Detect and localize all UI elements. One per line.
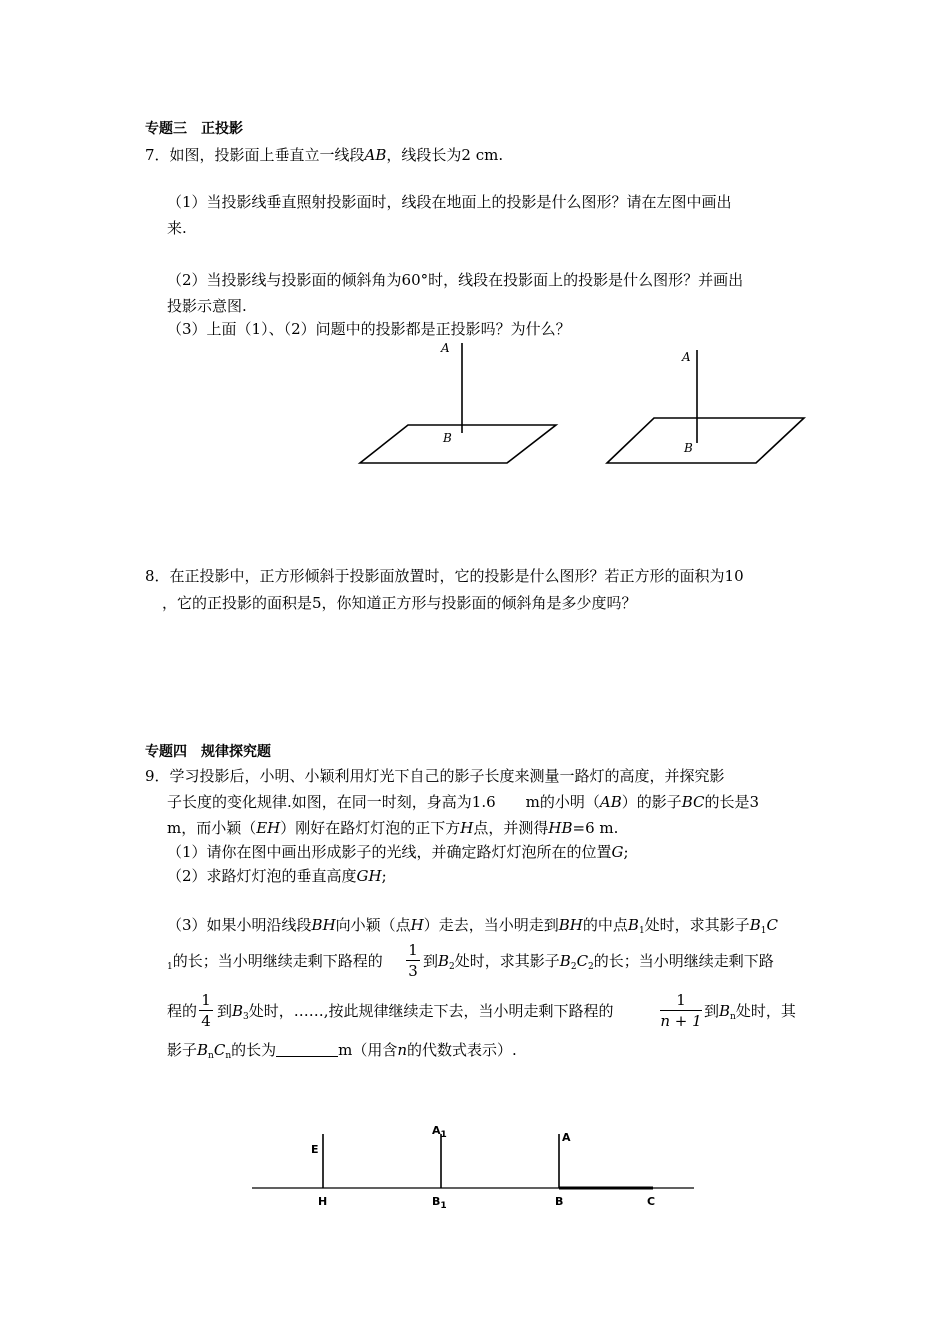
question-9-part-2: （2）求路灯灯泡的垂直高度GH; [167, 867, 387, 885]
figure-7-right-label-a: A [682, 350, 691, 364]
figure-9-label-b1: $B_1$ [432, 1195, 447, 1211]
question-9-part-3-line-3a: 程的 [167, 1002, 198, 1020]
figure-9-label-b: B [555, 1195, 564, 1208]
question-7-part-2-cont: 投影示意图. [167, 297, 247, 315]
figure-7-right-label-b: B [684, 441, 693, 455]
figure-7-left-label-b: B [443, 431, 452, 445]
question-8-line-2: ，它的正投影的面积是5，你知道正方形与投影面的倾斜角是多少度吗？ [162, 594, 637, 612]
fraction-one-over-n-plus-one: 1 n + 1 [660, 991, 702, 1030]
question-9-line-3: m，而小颖（EH）刚好在路灯灯泡的正下方H点，并测得HB=6 m. [167, 819, 619, 837]
question-7-part-1: （1）当投影线垂直照射投影面时，线段在地面上的投影是什么图形？请在左图中画出 [167, 193, 732, 211]
question-7-part-2: （2）当投影线与投影面的倾斜角为60°时，线段在投影面上的投影是什么图形？并画出 [167, 271, 744, 289]
figure-9-label-e: E [311, 1143, 319, 1156]
question-9-part-3-line-3b: 到$B_3$处时，……,按此规律继续走下去，当小明走剩下路程的 [217, 1002, 614, 1022]
section-title-4: 专题四 规律探究题 [145, 744, 271, 760]
question-9-line-2: 子长度的变化规律.如图，在同一时刻，身高为1.6 m的小明（AB）的影子BC的长是3 [167, 793, 760, 811]
figure-9-label-h: H [318, 1195, 328, 1208]
figure-7-left-label-a: A [441, 341, 450, 355]
question-9-part-3-line-4: 影子$B_nC_n$的长为 m（用含n的代数式表示）. [167, 1041, 517, 1061]
fraction-one-quarter: 1 4 [199, 991, 213, 1030]
question-7-stem: 7．如图，投影面上垂直立一线段AB，线段长为2 cm. [145, 146, 504, 164]
question-9-line-1: 9．学习投影后，小明、小颖利用灯光下自己的影子长度来测量一路灯的高度，并探究影 [145, 767, 725, 785]
question-9-part-3-line-3c: 到$B_n$处时，其 [704, 1002, 796, 1022]
figure-9-label-c: C [647, 1195, 656, 1208]
question-9-part-3-line-1: （3）如果小明沿线段BH向小颖（点H）走去，当小明走到BH的中点$B_1$处时，求其影子$B_1C$ [167, 916, 778, 936]
figure-9-label-a1: $A_1$ [432, 1124, 447, 1140]
question-9-part-1: （1）请你在图中画出形成影子的光线，并确定路灯灯泡所在的位置G; [167, 843, 629, 861]
question-9-part-3-line-2a: $_1$的长；当小明继续走剩下路程的 [167, 952, 383, 972]
question-9-part-3-line-2b: 到$B_2$处时，求其影子$B_2C_2$的长；当小明继续走剩下路 [423, 952, 774, 972]
question-8-line-1: 8．在正投影中，正方形倾斜于投影面放置时，它的投影是什么图形？若正方形的面积为10 [145, 567, 744, 585]
figure-9-label-a: A [562, 1131, 571, 1144]
question-7-part-1-cont: 来. [167, 219, 187, 237]
section-title-3: 专题三 正投影 [145, 121, 243, 137]
fraction-one-third: 1 3 [406, 941, 420, 980]
question-7-part-3: （3）上面（1）、（2）问题中的投影都是正投影吗？为什么？ [167, 320, 571, 338]
